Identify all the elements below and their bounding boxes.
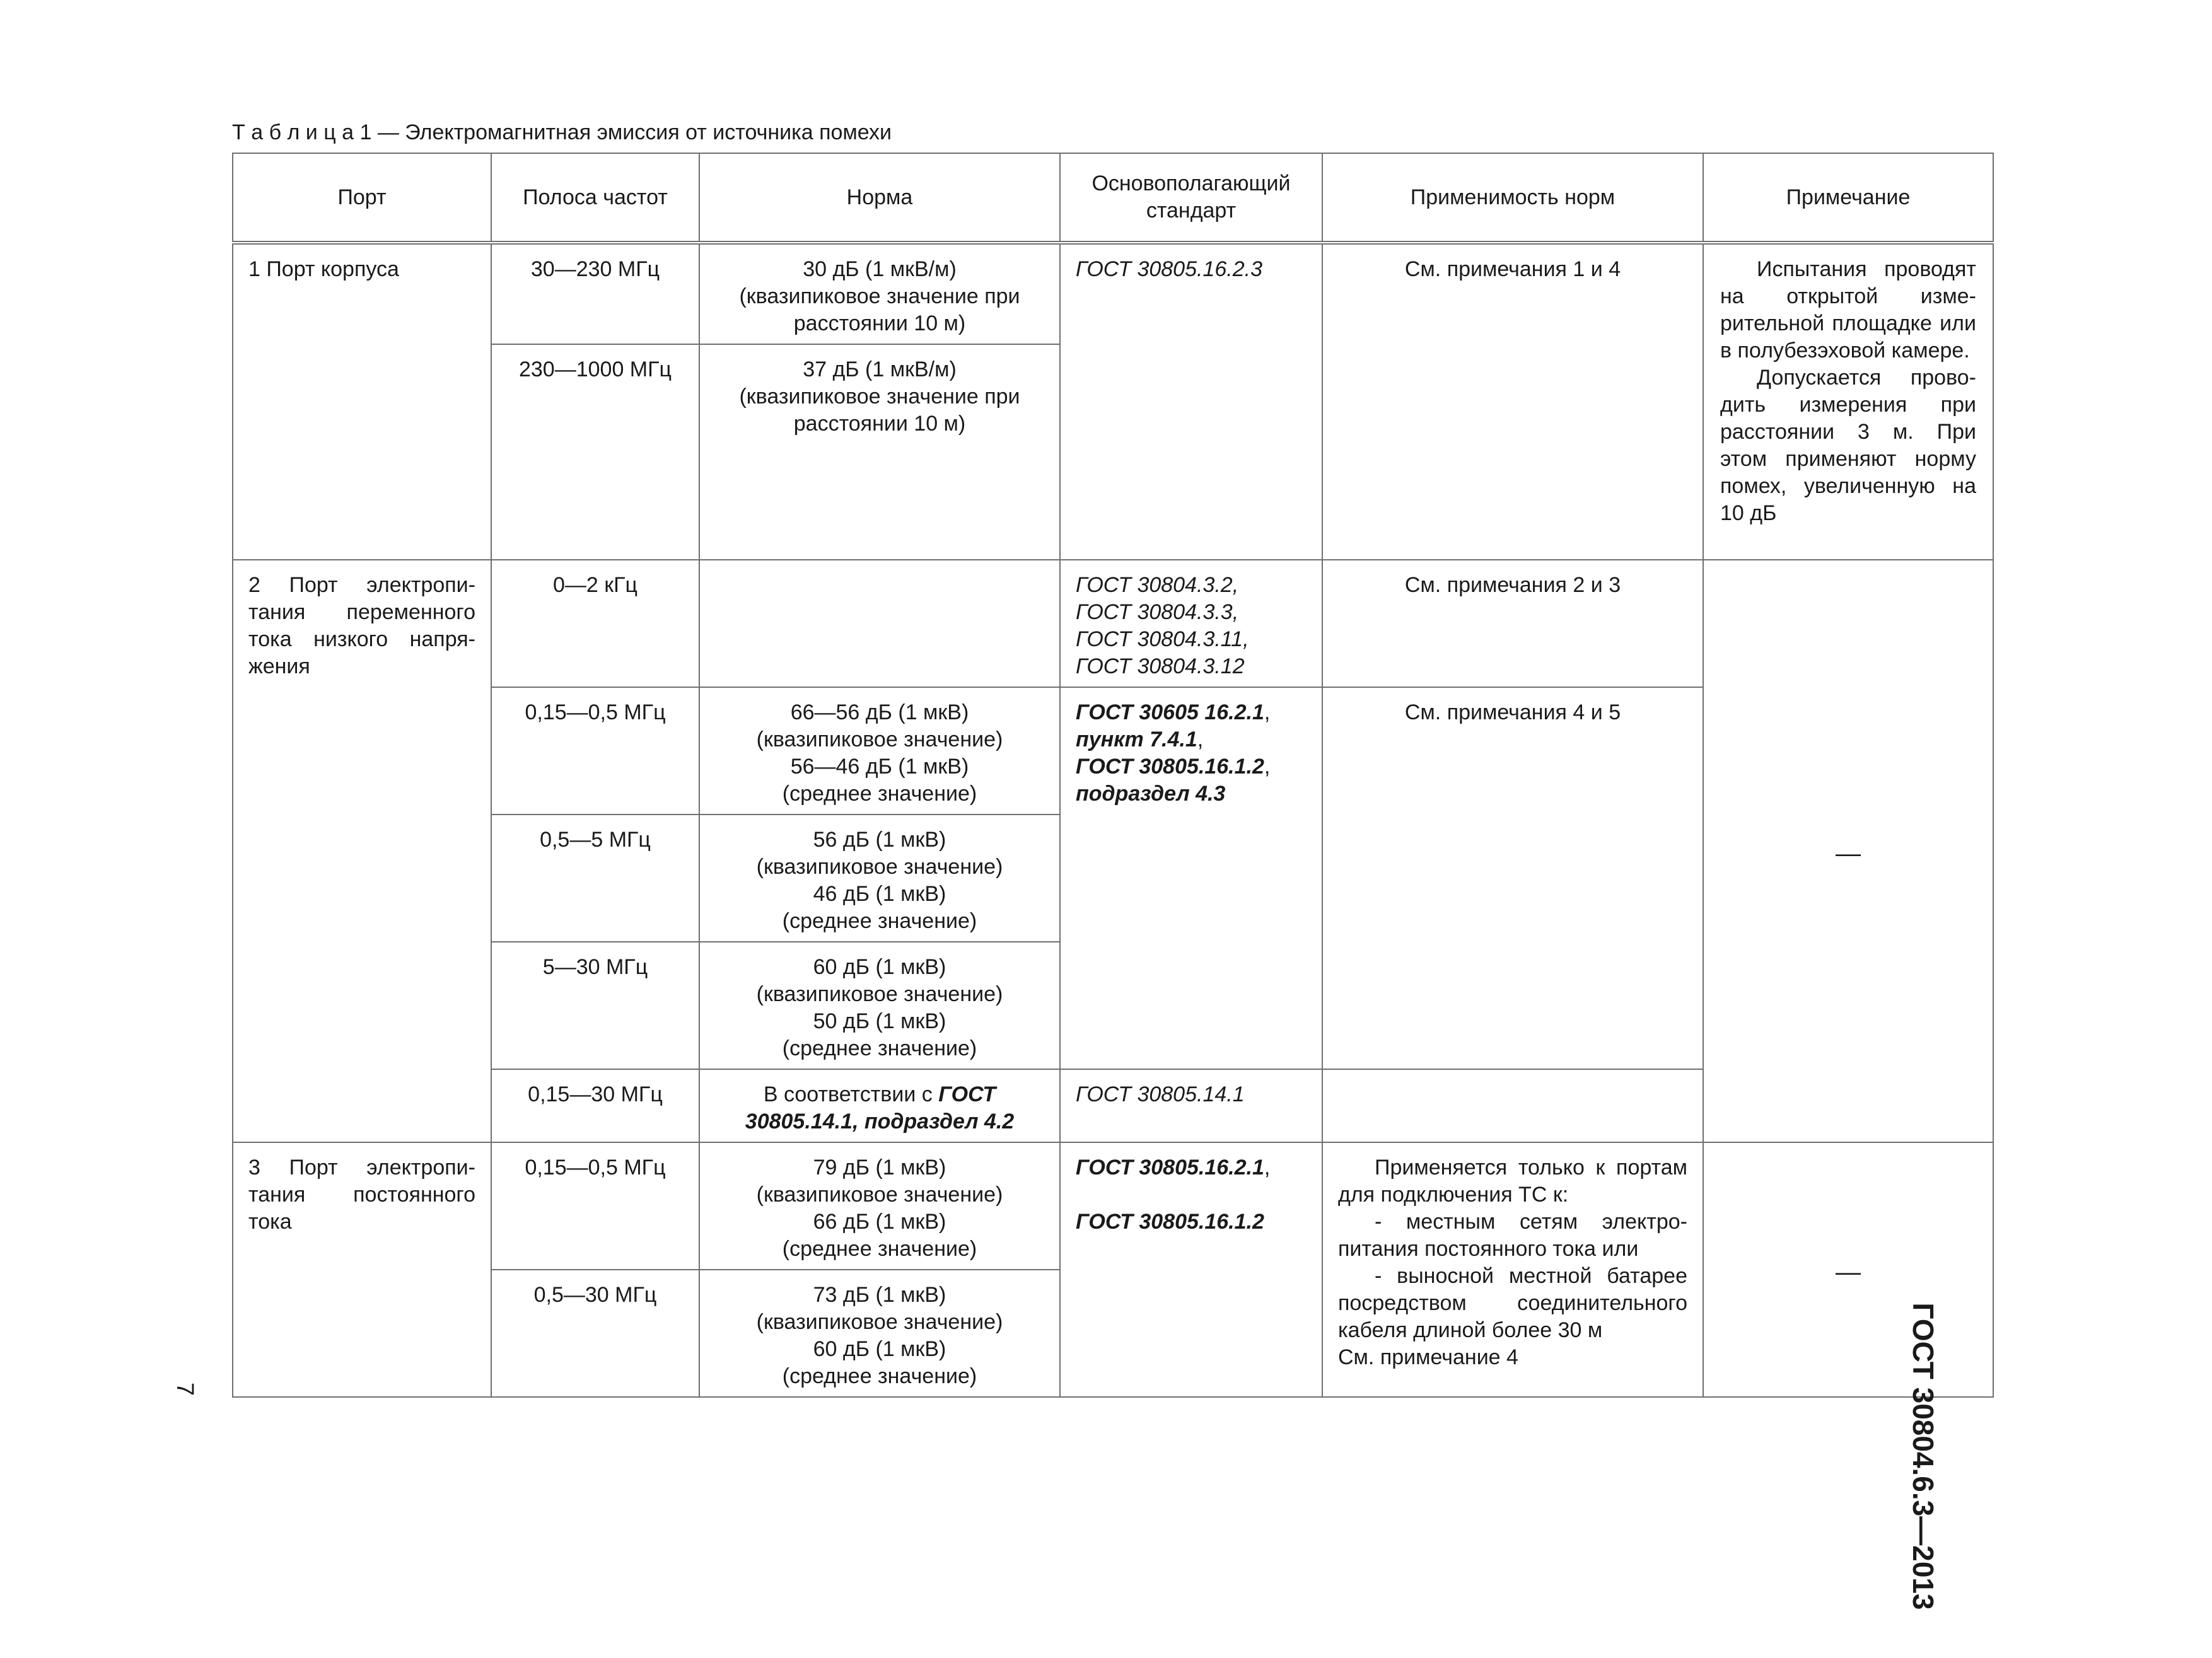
header-port: Порт <box>233 153 491 243</box>
applicability-cell-dc <box>1322 1142 1703 1397</box>
norm-line: (среднее значение) <box>782 909 977 933</box>
norm-cell <box>699 1142 1060 1270</box>
norm-cell <box>699 243 1060 344</box>
port-cell-enclosure: 1 Порт корпуса <box>233 243 491 560</box>
header-note: Примечание <box>1703 153 1993 243</box>
standard-line <box>1076 753 1307 780</box>
standard-line <box>1076 726 1307 753</box>
norm-line: 56—46 дБ (1 мкВ) <box>790 755 969 779</box>
norm-line: (квазипиковое значение) <box>756 1183 1003 1207</box>
standard-line: ГОСТ 30804.3.12 <box>1076 654 1245 678</box>
standard-spacer <box>1076 1181 1307 1209</box>
freq-cell: 0,15—0,5 МГц <box>491 687 699 815</box>
freq-cell: 30—230 МГц <box>491 243 699 344</box>
norm-cell-empty <box>699 560 1060 687</box>
applicability-paragraph: См. примечание 4 <box>1338 1345 1518 1369</box>
norm-cell <box>699 344 1060 560</box>
port-cell-dc-power: 3 Порт электропитания постоянного тока <box>233 1142 491 1397</box>
note-cell-dash: — <box>1703 1142 1993 1397</box>
norm-line: 60 дБ (1 мкВ) <box>813 955 946 979</box>
applicability-cell: См. примечания 4 и 5 <box>1322 687 1703 1069</box>
note-paragraph: Испытания проводят на открытой измерительной площадке или в полубезэховой камере. <box>1720 257 1976 362</box>
header-norm: Норма <box>699 153 1060 243</box>
norm-line: (квазипиковое значение при <box>739 284 1020 308</box>
norm-cell <box>699 1069 1060 1142</box>
header-base-standard-line2: стандарт <box>1146 199 1237 223</box>
table-caption: Т а б л и ц а 1 — Электромагнитная эмиссия от источника помехи <box>232 120 892 144</box>
header-applicability: Применимость норм <box>1322 153 1703 243</box>
page-number: 7 <box>172 1382 199 1396</box>
norm-line: расстоянии 10 м) <box>793 412 966 436</box>
note-cell-enclosure <box>1703 243 1993 560</box>
norm-line: (квазипиковое значение) <box>756 728 1003 751</box>
standard-line <box>1076 1154 1307 1181</box>
standard-cell: ГОСТ 30805.14.1 <box>1060 1069 1322 1142</box>
header-base-standard-line1: Основополагающий <box>1091 171 1291 195</box>
freq-cell: 0,5—5 МГц <box>491 815 699 942</box>
standard-line: ГОСТ 30804.3.2, <box>1076 573 1239 597</box>
applicability-paragraph: - местным сетям электропитания постоянного тока или <box>1338 1210 1687 1261</box>
table-header-row <box>233 153 1993 243</box>
norm-standard-ref: ГОСТ 30805.14.1, подраздел 4.2 <box>745 1082 1015 1133</box>
table-row <box>233 243 1993 344</box>
document-side-title: ГОСТ 30804.6.3—2013 <box>1907 1302 1940 1610</box>
freq-cell: 230—1000 МГц <box>491 344 699 560</box>
norm-line: (среднее значение) <box>782 1364 977 1388</box>
freq-cell: 0,5—30 МГц <box>491 1270 699 1397</box>
standard-sep: , <box>1264 1156 1271 1180</box>
header-frequency-band: Полоса частот <box>491 153 699 243</box>
emission-table <box>232 153 1994 1398</box>
applicability-cell: См. примечания 1 и 4 <box>1322 243 1703 560</box>
table-row <box>233 1142 1993 1270</box>
applicability-cell-empty <box>1322 1069 1703 1142</box>
standard-cell: ГОСТ 30805.16.2.3 <box>1060 243 1322 560</box>
header-base-standard <box>1060 153 1322 243</box>
freq-cell: 0,15—0,5 МГц <box>491 1142 699 1270</box>
standard-sep: , <box>1197 728 1204 751</box>
standard-line: ГОСТ 30804.3.11, <box>1076 627 1249 651</box>
standard-cell <box>1060 560 1322 687</box>
standard-cell <box>1060 687 1322 1069</box>
applicability-paragraph: - выносной местной батарее посредством соединительного кабеля длиной более 30 м <box>1338 1264 1687 1342</box>
standard-ref: пункт 7.4.1 <box>1076 728 1197 751</box>
standard-sep: , <box>1264 700 1271 724</box>
norm-line: 30 дБ (1 мкВ/м) <box>803 257 957 281</box>
norm-line: 56 дБ (1 мкВ) <box>813 828 946 852</box>
standard-ref: подраздел 4.3 <box>1076 782 1226 806</box>
norm-line: (квазипиковое значение при <box>739 385 1020 409</box>
freq-cell: 0,15—30 МГц <box>491 1069 699 1142</box>
norm-cell <box>699 687 1060 815</box>
norm-line: 46 дБ (1 мкВ) <box>813 882 946 906</box>
standard-ref: ГОСТ 30605 16.2.1 <box>1076 700 1264 724</box>
norm-line: 66 дБ (1 мкВ) <box>813 1210 946 1234</box>
norm-line: (среднее значение) <box>782 782 977 806</box>
norm-prefix: В соответствии с <box>763 1082 939 1106</box>
norm-cell <box>699 815 1060 942</box>
applicability-paragraph: Применяется только к портам для подключения ТС к: <box>1338 1156 1687 1207</box>
note-cell-dash: — <box>1703 560 1993 1142</box>
norm-line: 37 дБ (1 мкВ/м) <box>803 357 957 381</box>
applicability-cell: См. примечания 2 и 3 <box>1322 560 1703 687</box>
norm-line: (среднее значение) <box>782 1036 977 1060</box>
norm-line: (квазипиковое значение) <box>756 1310 1003 1334</box>
standard-ref: ГОСТ 30805.16.2.1 <box>1076 1156 1264 1180</box>
freq-cell: 0—2 кГц <box>491 560 699 687</box>
norm-cell <box>699 1270 1060 1397</box>
norm-line: 73 дБ (1 мкВ) <box>813 1283 946 1307</box>
standard-line <box>1076 699 1307 726</box>
norm-line: 79 дБ (1 мкВ) <box>813 1156 946 1180</box>
standard-cell <box>1060 1142 1322 1397</box>
norm-line: (среднее значение) <box>782 1237 977 1261</box>
port-cell-ac-power: 2 Порт электропитания переменного тока низкого напряжения <box>233 560 491 1142</box>
norm-line: 50 дБ (1 мкВ) <box>813 1009 946 1033</box>
standard-line: ГОСТ 30804.3.3, <box>1076 600 1239 624</box>
note-paragraph: Допускается проводить измерения при расстоянии 3 м. При этом применяют норму помех, увеличенную на 10 дБ <box>1720 366 1976 525</box>
norm-cell <box>699 942 1060 1069</box>
norm-line: 60 дБ (1 мкВ) <box>813 1337 946 1361</box>
standard-sep: , <box>1264 755 1271 779</box>
norm-line: (квазипиковое значение) <box>756 855 1003 879</box>
norm-line: (квазипиковое значение) <box>756 982 1003 1006</box>
freq-cell: 5—30 МГц <box>491 942 699 1069</box>
standard-ref: ГОСТ 30805.16.1.2 <box>1076 1210 1264 1234</box>
table-row <box>233 560 1993 687</box>
norm-line: 66—56 дБ (1 мкВ) <box>790 700 969 724</box>
norm-line: расстоянии 10 м) <box>793 311 966 335</box>
standard-ref: ГОСТ 30805.16.1.2 <box>1076 755 1264 779</box>
